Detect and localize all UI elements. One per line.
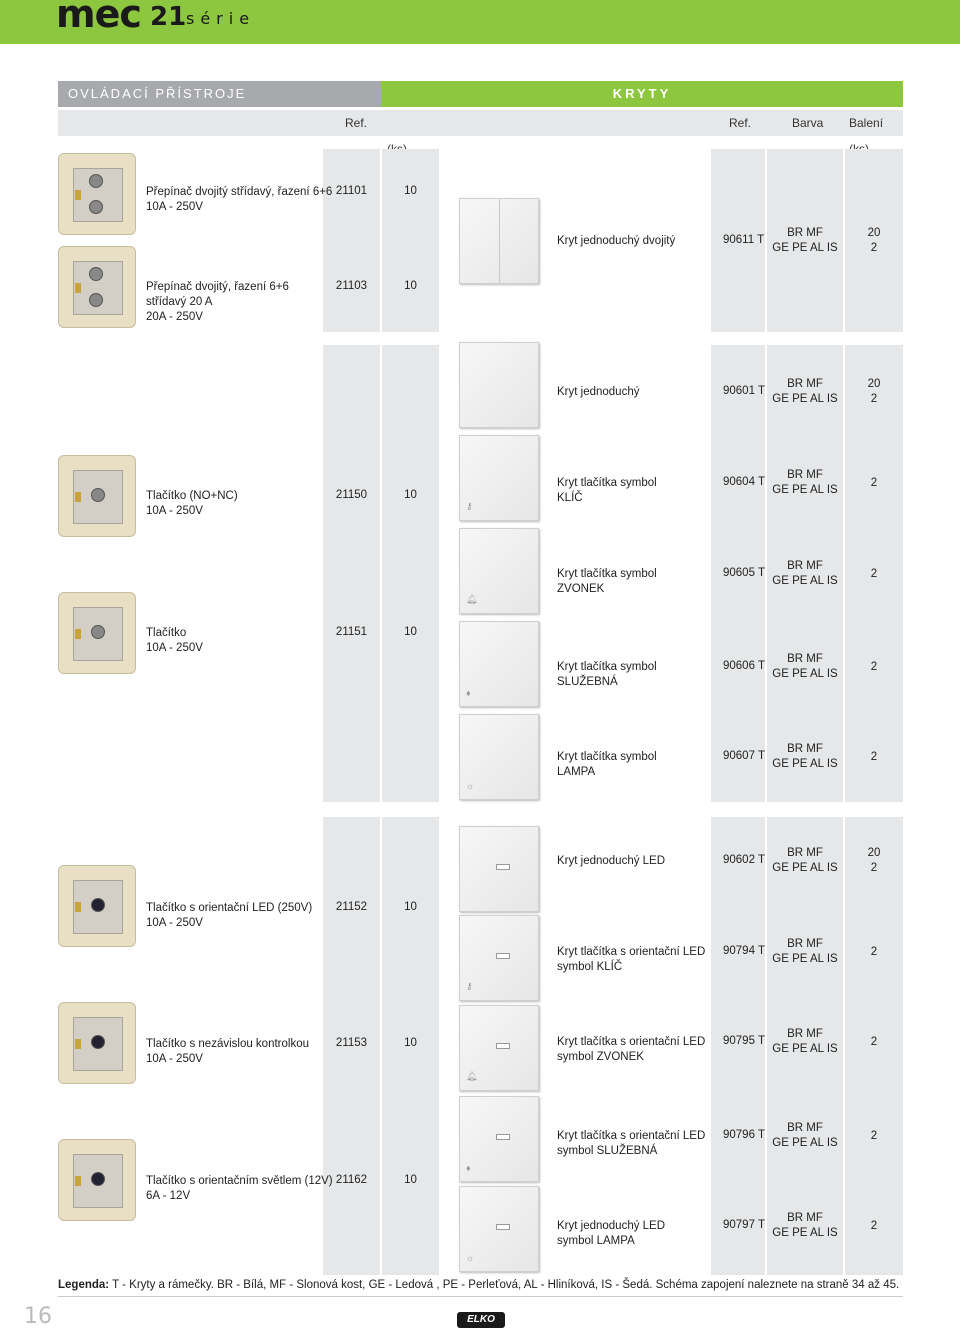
mechanism-image: [58, 246, 136, 328]
cover-name: Kryt tlačítka symbol LAMPA: [557, 751, 657, 778]
cover-ref: 90795 T: [723, 1035, 765, 1047]
mechanism-image: [58, 153, 136, 235]
device-qty: 10: [404, 1037, 417, 1049]
mechanism-image: [58, 592, 136, 674]
column-header-right: [381, 110, 903, 136]
bell-icon: 🔔︎: [466, 594, 478, 604]
device-name: Přepínač dvojitý, řazení 6+6 střídavý 20 A 20A - 250V: [146, 281, 289, 323]
device-name: Tlačítko s orientační LED (250V) 10A - 250V: [146, 902, 313, 929]
col-baleni2: Balení: [849, 116, 884, 130]
cover-name: Kryt tlačítka symbol ZVONEK: [557, 568, 657, 595]
cover-qty: 2: [870, 1036, 878, 1048]
cover-colors: BR MF GE PE AL IS: [772, 938, 838, 965]
cover-qty: 2: [870, 946, 878, 958]
legend: Legenda: T - Kryty a rámečky. BR - Bílá, MF - Slonová kost, GE - Ledová , PE - Perleťová, AL - Hliníková, IS - Šedá. Schéma zapojení naleznete na straně 34 až 45.: [58, 1279, 900, 1291]
device-name: Přepínač dvojitý střídavý, řazení 6+6 10A - 250V: [146, 186, 333, 213]
cover-ref: 90601 T: [723, 385, 765, 397]
device-qty: 10: [404, 489, 417, 501]
cover-qty: 2: [870, 568, 878, 580]
brand-logo: ELKO: [457, 1312, 505, 1328]
cover-ref: 90611 T: [723, 234, 765, 246]
cover-qty: 2: [870, 477, 878, 489]
lamp-icon: ☼: [466, 781, 475, 791]
cover-colors: BR MF GE PE AL IS: [772, 560, 838, 587]
device-name: Tlačítko (NO+NC) 10A - 250V: [146, 490, 238, 517]
cover-image-led-key: [459, 915, 539, 1001]
cover-ref: 90794 T: [723, 945, 765, 957]
cover-name: Kryt tlačítka s orientační LED symbol ZVONEK: [557, 1036, 706, 1063]
cover-name: Kryt tlačítka symbol KLÍČ: [557, 477, 657, 504]
bell-icon: 🔔︎: [466, 1071, 478, 1081]
cover-name: Kryt tlačítka s orientační LED symbol SLUŽEBNÁ: [557, 1130, 706, 1157]
cover-colors: BR MF GE PE AL IS: [772, 227, 838, 254]
mechanism-image: [58, 1002, 136, 1084]
device-qty: 10: [404, 1174, 417, 1186]
device-qty: 10: [404, 626, 417, 638]
device-ref: 21151: [335, 626, 368, 638]
cover-ref: 90796 T: [723, 1129, 765, 1141]
cover-ref: 90797 T: [723, 1219, 765, 1231]
lamp-icon: ☼: [466, 1253, 475, 1263]
device-name: Tlačítko s orientačním světlem (12V) 6A - 12V: [146, 1175, 333, 1202]
cover-ref: 90604 T: [723, 476, 765, 488]
key-icon: ⚷: [466, 981, 473, 991]
device-qty: 10: [404, 185, 417, 197]
logo-series-number: 21: [150, 2, 187, 32]
cover-image-service: [459, 621, 539, 707]
ref-col-bg: [323, 345, 380, 802]
footer-divider: [58, 1296, 903, 1297]
cover-name: Kryt jednoduchý LED symbol LAMPA: [557, 1220, 666, 1247]
service-icon: ♦: [466, 688, 471, 698]
section-header-covers: KRYTY: [381, 81, 903, 107]
qty-col-bg: [382, 149, 439, 332]
service-icon: ♦: [466, 1163, 471, 1173]
cover-image-double: [459, 198, 539, 284]
cover-qty: 2: [870, 661, 878, 673]
column-header-left: [58, 110, 381, 136]
device-ref: 21162: [335, 1174, 368, 1186]
logo-mec: mec: [56, 0, 141, 36]
cover-colors: BR MF GE PE AL IS: [772, 1122, 838, 1149]
cover-qty: 20 2: [867, 227, 881, 254]
cover-colors: BR MF GE PE AL IS: [772, 847, 838, 874]
cover-image-bell: [459, 528, 539, 614]
mechanism-image: [58, 865, 136, 947]
qty-col-bg: [382, 345, 439, 802]
cover-colors: BR MF GE PE AL IS: [772, 378, 838, 405]
logo-series-text: série: [186, 9, 256, 28]
cover-image-led: [459, 826, 539, 912]
cover-qty: 2: [870, 751, 878, 763]
cover-qty: 20 2: [867, 378, 881, 405]
ref-col-bg: [323, 149, 380, 332]
cover-ref: 90605 T: [723, 567, 765, 579]
device-ref: 21150: [335, 489, 368, 501]
device-qty: 10: [404, 280, 417, 292]
mechanism-image: [58, 1139, 136, 1221]
key-icon: ⚷: [466, 501, 473, 511]
device-name: Tlačítko 10A - 250V: [146, 627, 203, 654]
cover-colors: BR MF GE PE AL IS: [772, 1028, 838, 1055]
cover-colors: BR MF GE PE AL IS: [772, 653, 838, 680]
cover-name: Kryt tlačítka symbol SLUŽEBNÁ: [557, 661, 657, 688]
col-barva: Barva: [792, 116, 824, 130]
cover-name: Kryt tlačítka s orientační LED symbol KLÍČ: [557, 946, 706, 973]
cover-ref: 90602 T: [723, 854, 765, 866]
page-number: 16: [24, 1304, 52, 1329]
section-header-devices: OVLÁDACÍ PŘÍSTROJE: [58, 81, 381, 107]
device-ref: 21153: [335, 1037, 368, 1049]
cover-image-led-bell: [459, 1005, 539, 1091]
device-ref: 21152: [335, 901, 368, 913]
device-ref: 21101: [335, 185, 368, 197]
device-qty: 10: [404, 901, 417, 913]
device-ref: 21103: [335, 280, 368, 292]
cover-colors: BR MF GE PE AL IS: [772, 1212, 838, 1239]
col-ref: Ref.: [345, 116, 368, 130]
cover-colors: BR MF GE PE AL IS: [772, 469, 838, 496]
cover-ref: 90606 T: [723, 660, 765, 672]
top-banner: [0, 0, 960, 44]
cover-image: [459, 342, 539, 428]
cover-colors: BR MF GE PE AL IS: [772, 743, 838, 770]
cover-name: Kryt jednoduchý LED: [557, 855, 666, 867]
mechanism-image: [58, 455, 136, 537]
cover-qty: 20 2: [867, 847, 881, 874]
cover-image-key: [459, 435, 539, 521]
cover-ref: 90607 T: [723, 750, 765, 762]
cover-name: Kryt jednoduchý dvojitý: [557, 235, 676, 247]
cover-name: Kryt jednoduchý: [557, 386, 640, 398]
col-ref2: Ref.: [729, 116, 752, 130]
device-name: Tlačítko s nezávislou kontrolkou 10A - 250V: [146, 1038, 309, 1065]
cover-qty: 2: [870, 1130, 878, 1142]
cover-image-led-lamp: [459, 1186, 539, 1272]
cover-qty: 2: [870, 1220, 878, 1232]
cover-image-lamp: [459, 714, 539, 800]
cover-image-led-service: [459, 1096, 539, 1182]
